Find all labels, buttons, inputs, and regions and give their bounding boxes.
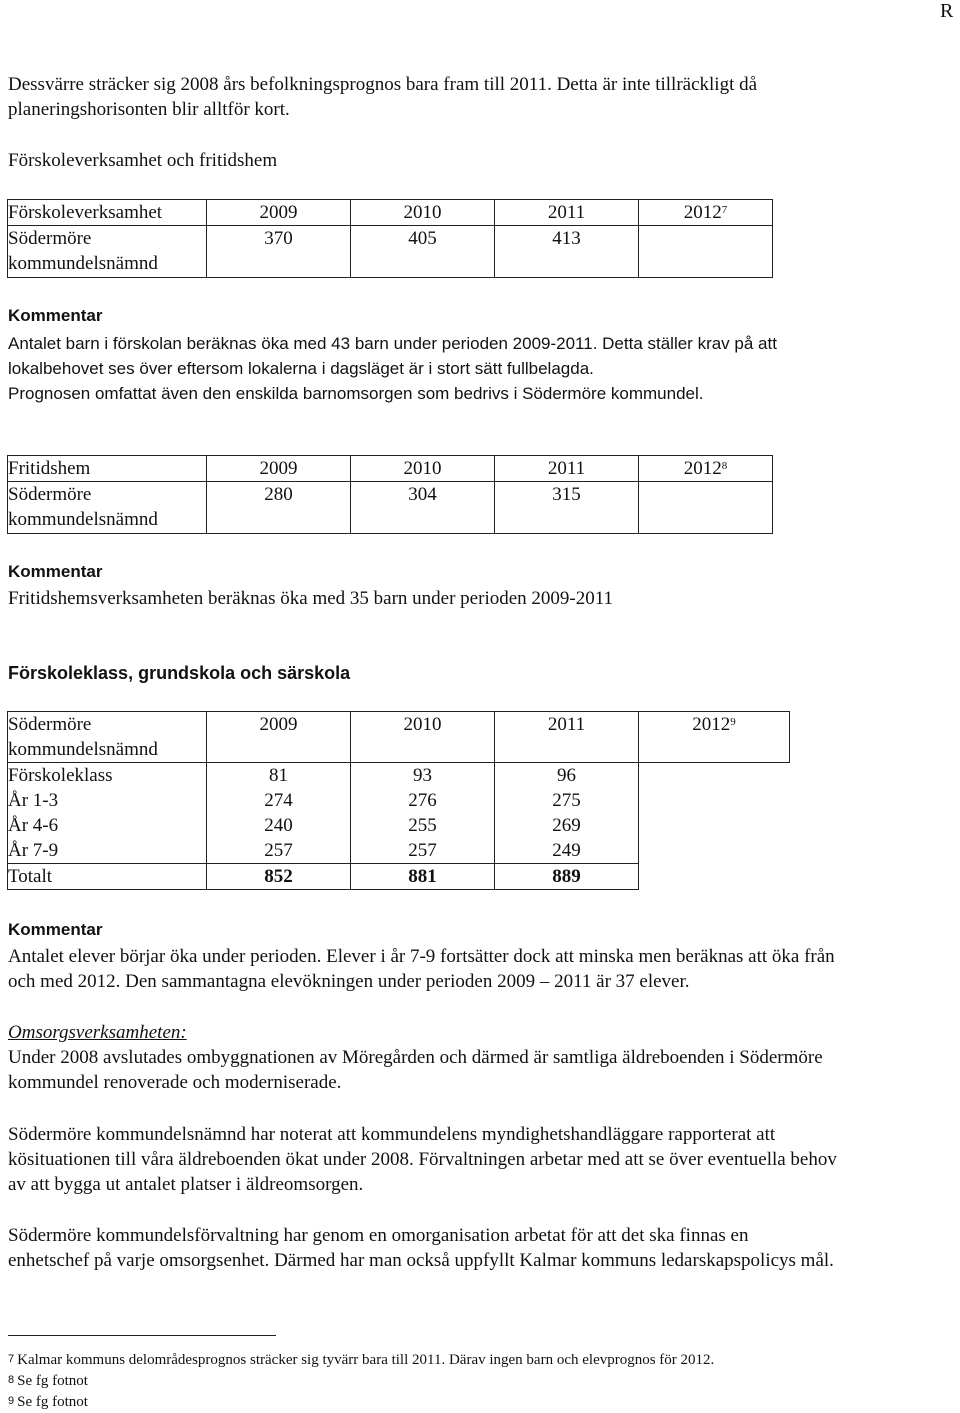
table-row (8, 226, 773, 278)
table-header-cell: Fritidshem (8, 456, 207, 482)
section-heading-forskoleklass: Förskoleklass, grundskola och särskola (8, 663, 351, 683)
year-values-cell (207, 763, 351, 864)
footnote-number: 7 (8, 1353, 15, 1365)
table-header-row (8, 456, 773, 482)
table-row (8, 763, 790, 864)
table-cell: 852 (207, 864, 351, 890)
row-label-line: kommundelsnämnd (8, 509, 158, 530)
year-values-cell (351, 763, 495, 864)
table-cell: 276 (408, 790, 437, 811)
table-cell: 881 (351, 864, 495, 890)
comment-line: Antalet elever börjar öka under perioden. Elever i år 7-9 fortsätter dock att minska men beräknas att öka från (8, 946, 835, 967)
table-cell: 405 (351, 226, 495, 278)
table-header-cell (8, 712, 207, 763)
skola-table (7, 711, 790, 890)
table-cell: 240 (264, 815, 293, 836)
row-label-line: Södermöre (8, 484, 92, 505)
intro-paragraph (8, 72, 757, 122)
table-cell: 304 (351, 482, 495, 534)
intro-line-2: planeringshorisonten blir alltför kort. (8, 99, 290, 120)
table-header-cell (639, 712, 790, 763)
row-label-cell (8, 226, 207, 278)
comment-line: Prognosen omfattat även den enskilda barnomsorgen som bedrivs i Södermöre kommundel. (8, 384, 704, 403)
empty-cell (639, 864, 790, 890)
table-cell: 96 (557, 765, 576, 786)
table-cell: 255 (408, 815, 437, 836)
omsorg-para-line: kösituationen till våra äldreboenden ökat under 2008. Förvaltningen arbetar med att se över eventuella behov (8, 1149, 837, 1170)
table-header-cell: 2011 (495, 712, 639, 763)
table-header-cell: 2011 (495, 456, 639, 482)
table-cell: 280 (207, 482, 351, 534)
omsorg-para-line: av att bygga ut antalet platser i äldreomsorgen. (8, 1174, 364, 1195)
omsorg-para-line: enhetschef på varje omsorgsenhet. Därmed har man också uppfyllt Kalmar kommuns ledarskapspolicys mål. (8, 1250, 834, 1271)
comment-line: och med 2012. Den sammantagna elevökningen under perioden 2009 – 2011 är 37 elever. (8, 971, 690, 992)
comment-block-1 (8, 303, 777, 406)
comment-block-2 (8, 559, 613, 611)
row-label-line: Södermöre (8, 228, 92, 249)
table-header-row (8, 200, 773, 226)
footnote (8, 1370, 88, 1392)
comment-line: Fritidshemsverksamheten beräknas öka med 35 barn under perioden 2009-2011 (8, 588, 614, 609)
year-values-cell (495, 763, 639, 864)
table-cell: 93 (413, 765, 432, 786)
footnote-text: Se fg fotnot (17, 1373, 88, 1389)
footnote-text: Kalmar kommuns delområdesprognos sträcker sig tyvärr bara till 2011. Därav ingen barn och elevprognos för 2012. (17, 1352, 715, 1368)
header-label-line: kommundelsnämnd (8, 739, 158, 760)
table-header-cell (639, 200, 773, 226)
table-cell: 274 (264, 790, 293, 811)
footnote-text: Se fg fotnot (17, 1394, 88, 1410)
total-label: Totalt (8, 864, 207, 890)
table-cell: 257 (408, 840, 437, 861)
row-label-cell (8, 482, 207, 534)
table-cell: 269 (552, 815, 581, 836)
omsorg-para-line: Under 2008 avslutades ombyggnationen av Möregården och därmed är samtliga äldreboenden i Södermöre (8, 1047, 823, 1068)
table-header-cell: 2010 (351, 456, 495, 482)
row-label: År 1-3 (8, 790, 59, 811)
year-label: 2012 (683, 458, 722, 479)
table-cell: 413 (495, 226, 639, 278)
fritidshem-table (7, 455, 773, 534)
omsorg-para-line: Södermöre kommundelsförvaltning har genom en omorganisation arbetat för att det ska finnas en (8, 1225, 749, 1246)
page-number: R (940, 0, 954, 22)
table-header-cell (639, 456, 773, 482)
year-label: 2012 (692, 714, 731, 735)
forskoleverksamhet-table (7, 199, 773, 278)
row-label: År 7-9 (8, 840, 59, 861)
table-header-cell: 2010 (351, 712, 495, 763)
footnote-divider (8, 1335, 276, 1336)
table-cell: 257 (264, 840, 293, 861)
table-cell (639, 482, 773, 534)
comment-label: Kommentar (8, 306, 103, 325)
table-header-cell: 2009 (207, 200, 351, 226)
table-cell: 81 (269, 765, 288, 786)
empty-cell (639, 763, 790, 864)
comment-label: Kommentar (8, 562, 103, 581)
comment-label: Kommentar (8, 920, 103, 939)
header-label-line: Södermöre (8, 714, 92, 735)
footnote-ref: 9 (730, 716, 736, 728)
footnote-number: 8 (8, 1374, 15, 1386)
omsorg-section (8, 1020, 823, 1095)
footnote (8, 1391, 88, 1413)
table-cell: 370 (207, 226, 351, 278)
footnote-number: 9 (8, 1395, 15, 1407)
omsorg-heading: Omsorgsverksamheten: (8, 1022, 187, 1043)
table-cell: 275 (552, 790, 581, 811)
table-cell: 315 (495, 482, 639, 534)
omsorg-para-line: kommundel renoverade och moderniserade. (8, 1072, 342, 1093)
table-header-cell: 2010 (351, 200, 495, 226)
omsorg-paragraph-3 (8, 1223, 834, 1273)
table-cell (639, 226, 773, 278)
footnote-ref: 7 (721, 204, 728, 216)
intro-line-1: Dessvärre sträcker sig 2008 års befolkningsprognos bara fram till 2011. Detta är inte tillräckligt då (8, 74, 758, 95)
omsorg-paragraph-2 (8, 1122, 837, 1197)
row-label-line: kommundelsnämnd (8, 253, 158, 274)
omsorg-para-line: Södermöre kommundelsnämnd har noterat att kommundelens myndighetshandläggare rapporterat att (8, 1124, 776, 1145)
table-header-cell: Förskoleverksamhet (8, 200, 207, 226)
comment-block-3 (8, 917, 835, 994)
comment-line: lokalbehovet ses över eftersom lokalerna i dagsläget är i stort sätt fullbelagda. (8, 359, 594, 378)
total-row (8, 864, 790, 890)
table-cell: 249 (552, 840, 581, 861)
section-heading-forskoleverksamhet: Förskoleverksamhet och fritidshem (8, 150, 278, 171)
year-label: 2012 (683, 202, 722, 223)
comment-line: Antalet barn i förskolan beräknas öka med 43 barn under perioden 2009-2011. Detta ställer krav på att (8, 334, 777, 353)
table-row (8, 482, 773, 534)
row-label: Förskoleklass (8, 765, 113, 786)
row-labels-cell (8, 763, 207, 864)
row-label: År 4-6 (8, 815, 59, 836)
footnote-ref: 8 (721, 460, 728, 472)
table-header-row (8, 712, 790, 763)
table-cell: 889 (495, 864, 639, 890)
table-header-cell: 2009 (207, 456, 351, 482)
footnote (8, 1349, 714, 1371)
table-header-cell: 2009 (207, 712, 351, 763)
table-header-cell: 2011 (495, 200, 639, 226)
